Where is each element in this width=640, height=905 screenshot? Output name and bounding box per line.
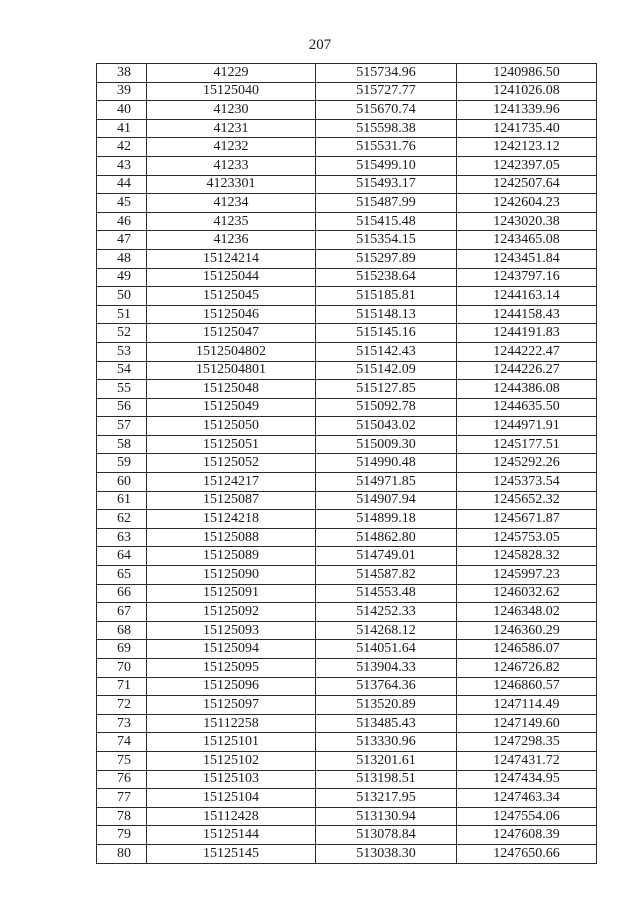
point-id-cell: 41232 xyxy=(147,138,316,157)
table-row xyxy=(97,342,597,361)
x-coordinate-cell: 515142.43 xyxy=(316,342,457,361)
x-coordinate-cell: 514907.94 xyxy=(316,491,457,510)
x-coordinate-cell: 515415.48 xyxy=(316,212,457,231)
row-number-cell: 63 xyxy=(97,528,147,547)
x-coordinate-cell: 515598.38 xyxy=(316,119,457,138)
y-coordinate-cell: 1244386.08 xyxy=(457,380,597,399)
y-coordinate-cell: 1245373.54 xyxy=(457,473,597,492)
point-id-cell: 15125096 xyxy=(147,677,316,696)
table-row xyxy=(97,528,597,547)
y-coordinate-cell: 1246348.02 xyxy=(457,603,597,622)
x-coordinate-cell: 514899.18 xyxy=(316,510,457,529)
table-row xyxy=(97,82,597,101)
y-coordinate-cell: 1247149.60 xyxy=(457,714,597,733)
row-number-cell: 61 xyxy=(97,491,147,510)
y-coordinate-cell: 1245753.05 xyxy=(457,528,597,547)
row-number-cell: 52 xyxy=(97,324,147,343)
table-row xyxy=(97,770,597,789)
row-number-cell: 78 xyxy=(97,807,147,826)
y-coordinate-cell: 1245671.87 xyxy=(457,510,597,529)
table-row xyxy=(97,212,597,231)
point-id-cell: 41229 xyxy=(147,64,316,83)
table-row xyxy=(97,156,597,175)
y-coordinate-cell: 1243020.38 xyxy=(457,212,597,231)
x-coordinate-cell: 515493.17 xyxy=(316,175,457,194)
table-row xyxy=(97,64,597,83)
x-coordinate-cell: 513198.51 xyxy=(316,770,457,789)
y-coordinate-cell: 1245997.23 xyxy=(457,566,597,585)
y-coordinate-cell: 1247463.34 xyxy=(457,789,597,808)
table-row xyxy=(97,454,597,473)
x-coordinate-cell: 515148.13 xyxy=(316,305,457,324)
row-number-cell: 43 xyxy=(97,156,147,175)
x-coordinate-cell: 515142.09 xyxy=(316,361,457,380)
y-coordinate-cell: 1246726.82 xyxy=(457,659,597,678)
point-id-cell: 15125145 xyxy=(147,844,316,863)
table-row xyxy=(97,696,597,715)
point-id-cell: 15125144 xyxy=(147,826,316,845)
point-id-cell: 15125093 xyxy=(147,621,316,640)
point-id-cell: 15125045 xyxy=(147,287,316,306)
x-coordinate-cell: 515354.15 xyxy=(316,231,457,250)
point-id-cell: 41234 xyxy=(147,194,316,213)
point-id-cell: 15125050 xyxy=(147,417,316,436)
x-coordinate-cell: 514587.82 xyxy=(316,566,457,585)
point-id-cell: 15124217 xyxy=(147,473,316,492)
x-coordinate-cell: 515127.85 xyxy=(316,380,457,399)
point-id-cell: 15125051 xyxy=(147,435,316,454)
point-id-cell: 15125095 xyxy=(147,659,316,678)
point-id-cell: 15125089 xyxy=(147,547,316,566)
x-coordinate-cell: 515185.81 xyxy=(316,287,457,306)
y-coordinate-cell: 1246586.07 xyxy=(457,640,597,659)
row-number-cell: 38 xyxy=(97,64,147,83)
x-coordinate-cell: 513520.89 xyxy=(316,696,457,715)
table-row xyxy=(97,714,597,733)
table-row xyxy=(97,510,597,529)
row-number-cell: 80 xyxy=(97,844,147,863)
row-number-cell: 39 xyxy=(97,82,147,101)
y-coordinate-cell: 1244191.83 xyxy=(457,324,597,343)
table-row xyxy=(97,231,597,250)
table-row xyxy=(97,789,597,808)
y-coordinate-cell: 1243465.08 xyxy=(457,231,597,250)
row-number-cell: 62 xyxy=(97,510,147,529)
row-number-cell: 59 xyxy=(97,454,147,473)
x-coordinate-cell: 513330.96 xyxy=(316,733,457,752)
x-coordinate-cell: 515009.30 xyxy=(316,435,457,454)
y-coordinate-cell: 1244222.47 xyxy=(457,342,597,361)
row-number-cell: 53 xyxy=(97,342,147,361)
x-coordinate-cell: 515487.99 xyxy=(316,194,457,213)
table-row xyxy=(97,361,597,380)
y-coordinate-cell: 1242507.64 xyxy=(457,175,597,194)
x-coordinate-cell: 514971.85 xyxy=(316,473,457,492)
table-row xyxy=(97,324,597,343)
table-row xyxy=(97,640,597,659)
table-row xyxy=(97,677,597,696)
y-coordinate-cell: 1245828.32 xyxy=(457,547,597,566)
point-id-cell: 1512504801 xyxy=(147,361,316,380)
table-row xyxy=(97,807,597,826)
table-row xyxy=(97,844,597,863)
x-coordinate-cell: 513485.43 xyxy=(316,714,457,733)
point-id-cell: 15124214 xyxy=(147,249,316,268)
y-coordinate-cell: 1246032.62 xyxy=(457,584,597,603)
x-coordinate-cell: 513904.33 xyxy=(316,659,457,678)
row-number-cell: 47 xyxy=(97,231,147,250)
row-number-cell: 74 xyxy=(97,733,147,752)
point-id-cell: 15112428 xyxy=(147,807,316,826)
x-coordinate-cell: 514749.01 xyxy=(316,547,457,566)
row-number-cell: 54 xyxy=(97,361,147,380)
y-coordinate-cell: 1242604.23 xyxy=(457,194,597,213)
point-id-cell: 15125088 xyxy=(147,528,316,547)
table-row xyxy=(97,659,597,678)
point-id-cell: 15125052 xyxy=(147,454,316,473)
point-id-cell: 41236 xyxy=(147,231,316,250)
x-coordinate-cell: 515092.78 xyxy=(316,398,457,417)
y-coordinate-cell: 1244635.50 xyxy=(457,398,597,417)
table-row xyxy=(97,101,597,120)
point-id-cell: 15125102 xyxy=(147,751,316,770)
row-number-cell: 70 xyxy=(97,659,147,678)
x-coordinate-cell: 513201.61 xyxy=(316,751,457,770)
x-coordinate-cell: 515238.64 xyxy=(316,268,457,287)
point-id-cell: 15125101 xyxy=(147,733,316,752)
point-id-cell: 41230 xyxy=(147,101,316,120)
x-coordinate-cell: 513764.36 xyxy=(316,677,457,696)
table-row xyxy=(97,435,597,454)
row-number-cell: 72 xyxy=(97,696,147,715)
point-id-cell: 1512504802 xyxy=(147,342,316,361)
page-number: 207 xyxy=(308,37,332,53)
table-row xyxy=(97,175,597,194)
table-row xyxy=(97,138,597,157)
point-id-cell: 41233 xyxy=(147,156,316,175)
row-number-cell: 68 xyxy=(97,621,147,640)
table-row xyxy=(97,287,597,306)
table-row xyxy=(97,249,597,268)
row-number-cell: 64 xyxy=(97,547,147,566)
row-number-cell: 45 xyxy=(97,194,147,213)
y-coordinate-cell: 1245177.51 xyxy=(457,435,597,454)
table-row xyxy=(97,547,597,566)
y-coordinate-cell: 1241339.96 xyxy=(457,101,597,120)
table-row xyxy=(97,621,597,640)
y-coordinate-cell: 1244163.14 xyxy=(457,287,597,306)
x-coordinate-cell: 514862.80 xyxy=(316,528,457,547)
y-coordinate-cell: 1247650.66 xyxy=(457,844,597,863)
x-coordinate-cell: 514252.33 xyxy=(316,603,457,622)
row-number-cell: 67 xyxy=(97,603,147,622)
table-row xyxy=(97,473,597,492)
y-coordinate-cell: 1243797.16 xyxy=(457,268,597,287)
y-coordinate-cell: 1245652.32 xyxy=(457,491,597,510)
row-number-cell: 56 xyxy=(97,398,147,417)
point-id-cell: 15125094 xyxy=(147,640,316,659)
x-coordinate-cell: 515727.77 xyxy=(316,82,457,101)
point-id-cell: 4123301 xyxy=(147,175,316,194)
point-id-cell: 15125040 xyxy=(147,82,316,101)
x-coordinate-cell: 515670.74 xyxy=(316,101,457,120)
point-id-cell: 15125090 xyxy=(147,566,316,585)
x-coordinate-cell: 514051.64 xyxy=(316,640,457,659)
point-id-cell: 15125103 xyxy=(147,770,316,789)
row-number-cell: 42 xyxy=(97,138,147,157)
y-coordinate-cell: 1241735.40 xyxy=(457,119,597,138)
table-row xyxy=(97,119,597,138)
point-id-cell: 15125044 xyxy=(147,268,316,287)
row-number-cell: 60 xyxy=(97,473,147,492)
row-number-cell: 77 xyxy=(97,789,147,808)
point-id-cell: 15112258 xyxy=(147,714,316,733)
row-number-cell: 44 xyxy=(97,175,147,194)
table-row xyxy=(97,268,597,287)
table-row xyxy=(97,305,597,324)
table-row xyxy=(97,398,597,417)
y-coordinate-cell: 1241026.08 xyxy=(457,82,597,101)
row-number-cell: 50 xyxy=(97,287,147,306)
point-id-cell: 41235 xyxy=(147,212,316,231)
table-row xyxy=(97,380,597,399)
row-number-cell: 46 xyxy=(97,212,147,231)
table-row xyxy=(97,826,597,845)
table-row xyxy=(97,603,597,622)
table-row xyxy=(97,417,597,436)
point-id-cell: 15124218 xyxy=(147,510,316,529)
table-row xyxy=(97,194,597,213)
point-id-cell: 15125091 xyxy=(147,584,316,603)
point-id-cell: 15125097 xyxy=(147,696,316,715)
row-number-cell: 51 xyxy=(97,305,147,324)
point-id-cell: 41231 xyxy=(147,119,316,138)
y-coordinate-cell: 1240986.50 xyxy=(457,64,597,83)
point-id-cell: 15125049 xyxy=(147,398,316,417)
y-coordinate-cell: 1244226.27 xyxy=(457,361,597,380)
row-number-cell: 55 xyxy=(97,380,147,399)
x-coordinate-cell: 513038.30 xyxy=(316,844,457,863)
row-number-cell: 66 xyxy=(97,584,147,603)
x-coordinate-cell: 515499.10 xyxy=(316,156,457,175)
x-coordinate-cell: 513078.84 xyxy=(316,826,457,845)
x-coordinate-cell: 513217.95 xyxy=(316,789,457,808)
coordinates-table xyxy=(96,63,597,864)
point-id-cell: 15125092 xyxy=(147,603,316,622)
row-number-cell: 76 xyxy=(97,770,147,789)
table-row xyxy=(97,584,597,603)
y-coordinate-cell: 1247114.49 xyxy=(457,696,597,715)
y-coordinate-cell: 1242123.12 xyxy=(457,138,597,157)
y-coordinate-cell: 1242397.05 xyxy=(457,156,597,175)
point-id-cell: 15125047 xyxy=(147,324,316,343)
table-row xyxy=(97,733,597,752)
point-id-cell: 15125104 xyxy=(147,789,316,808)
row-number-cell: 65 xyxy=(97,566,147,585)
y-coordinate-cell: 1245292.26 xyxy=(457,454,597,473)
row-number-cell: 48 xyxy=(97,249,147,268)
y-coordinate-cell: 1246360.29 xyxy=(457,621,597,640)
y-coordinate-cell: 1247608.39 xyxy=(457,826,597,845)
y-coordinate-cell: 1247298.35 xyxy=(457,733,597,752)
y-coordinate-cell: 1247554.06 xyxy=(457,807,597,826)
table-row xyxy=(97,566,597,585)
x-coordinate-cell: 515145.16 xyxy=(316,324,457,343)
x-coordinate-cell: 514553.48 xyxy=(316,584,457,603)
row-number-cell: 73 xyxy=(97,714,147,733)
table-row xyxy=(97,751,597,770)
y-coordinate-cell: 1247434.95 xyxy=(457,770,597,789)
x-coordinate-cell: 513130.94 xyxy=(316,807,457,826)
y-coordinate-cell: 1247431.72 xyxy=(457,751,597,770)
x-coordinate-cell: 515531.76 xyxy=(316,138,457,157)
row-number-cell: 57 xyxy=(97,417,147,436)
y-coordinate-cell: 1243451.84 xyxy=(457,249,597,268)
row-number-cell: 75 xyxy=(97,751,147,770)
point-id-cell: 15125048 xyxy=(147,380,316,399)
row-number-cell: 58 xyxy=(97,435,147,454)
x-coordinate-cell: 515297.89 xyxy=(316,249,457,268)
x-coordinate-cell: 514268.12 xyxy=(316,621,457,640)
point-id-cell: 15125046 xyxy=(147,305,316,324)
point-id-cell: 15125087 xyxy=(147,491,316,510)
y-coordinate-cell: 1244971.91 xyxy=(457,417,597,436)
row-number-cell: 69 xyxy=(97,640,147,659)
row-number-cell: 49 xyxy=(97,268,147,287)
x-coordinate-cell: 515734.96 xyxy=(316,64,457,83)
y-coordinate-cell: 1246860.57 xyxy=(457,677,597,696)
row-number-cell: 79 xyxy=(97,826,147,845)
y-coordinate-cell: 1244158.43 xyxy=(457,305,597,324)
row-number-cell: 40 xyxy=(97,101,147,120)
row-number-cell: 71 xyxy=(97,677,147,696)
row-number-cell: 41 xyxy=(97,119,147,138)
table-row xyxy=(97,491,597,510)
x-coordinate-cell: 514990.48 xyxy=(316,454,457,473)
table-body xyxy=(97,64,597,864)
x-coordinate-cell: 515043.02 xyxy=(316,417,457,436)
